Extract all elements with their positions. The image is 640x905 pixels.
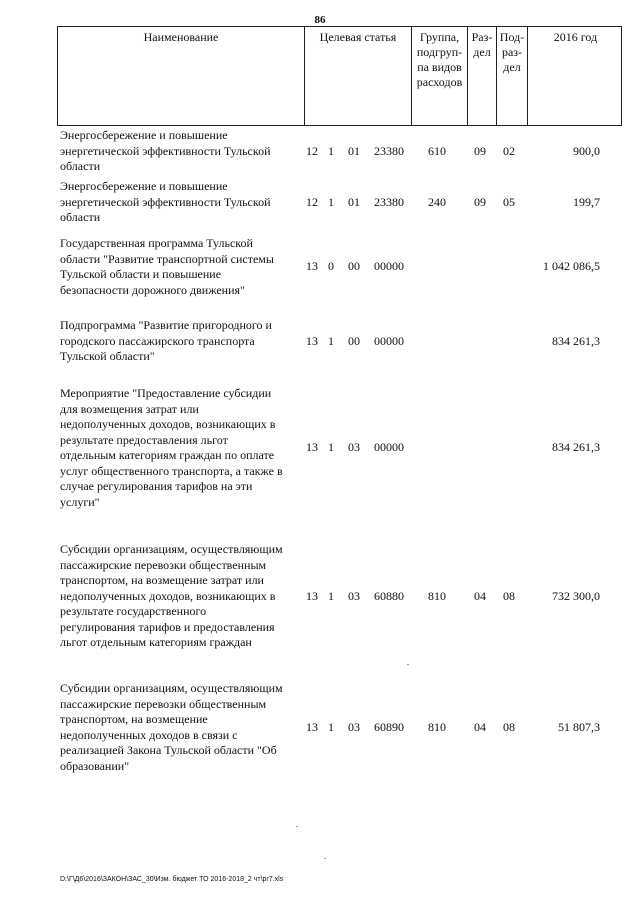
cell-c4: 60890 — [374, 720, 404, 734]
row-name-line: энергетической эффективности Тульской — [60, 143, 271, 158]
row-name-line: Энергосбережение и повышение — [60, 128, 228, 142]
row-name-line: льгот отдельным категориям граждан — [60, 635, 252, 649]
cell-amount: 900,0 — [573, 144, 600, 158]
cell-subsection: 02 — [503, 144, 515, 158]
cell-c2: 1 — [328, 144, 334, 158]
row-name — [60, 681, 300, 774]
header-group-line: расходов — [416, 75, 463, 89]
cell-section: 04 — [474, 589, 486, 603]
cell-group: 810 — [428, 720, 446, 734]
row-name-line: области "Развитие транспортной системы — [60, 251, 274, 266]
row-name-line: недополученных доходов в связи с — [60, 727, 238, 742]
cell-c2: 1 — [328, 334, 334, 348]
cell-section: 09 — [474, 195, 486, 209]
header-group-line: подгруп- — [416, 45, 463, 59]
cell-amount: 1 042 086,5 — [543, 259, 600, 273]
cell-c2: 1 — [328, 195, 334, 209]
header-name: Наименование — [143, 30, 219, 44]
row-name-line: области — [60, 159, 101, 173]
header-target: Целевая статья — [304, 27, 411, 125]
cell-c1: 13 — [306, 334, 318, 348]
scan-speck — [296, 826, 298, 827]
cell-c4: 00000 — [374, 440, 404, 454]
row-name-line: пассажирские перевозки общественным — [60, 696, 267, 711]
cell-subsection: 08 — [503, 720, 515, 734]
scan-speck — [324, 858, 326, 859]
cell-c2: 1 — [328, 720, 334, 734]
cell-c4: 00000 — [374, 259, 404, 273]
row-name-line: Подпрограмма "Развитие пригородного и — [60, 318, 272, 332]
row-name-line: услуг общественного транспорта, а также в — [60, 463, 283, 478]
row-name-line: Мероприятие "Предоставление субсидии — [60, 386, 272, 400]
row-name-line: Тульской области" — [60, 349, 155, 363]
row-name-line: результате предоставления льгот — [60, 432, 228, 447]
cell-c2: 0 — [328, 259, 334, 273]
cell-c3: 00 — [348, 334, 360, 348]
cell-c2: 1 — [328, 589, 334, 603]
cell-amount: 834 261,3 — [552, 440, 600, 454]
row-name-line: Энергосбережение и повышение — [60, 179, 228, 193]
cell-c3: 03 — [348, 440, 360, 454]
header-group-line: па видов — [417, 60, 462, 74]
row-name-line: отдельным категориям граждан по оплате — [60, 448, 275, 462]
cell-c1: 13 — [306, 720, 318, 734]
cell-c4: 23380 — [374, 144, 404, 158]
cell-subsection: 05 — [503, 195, 515, 209]
cell-c1: 13 — [306, 259, 318, 273]
cell-c1: 13 — [306, 440, 318, 454]
row-name-line: энергетической эффективности Тульской — [60, 194, 271, 209]
page-number: 86 — [314, 14, 326, 26]
row-name-line: случае регулирования тарифов на эти — [60, 479, 253, 493]
footer-file-path: D:\Г\Д6\2016\ЗАКОН\ЗАС_30\Изм. бюджет ТО 2016-2018_2 чт\pr7.xls — [60, 876, 284, 883]
header-subsection-line: раз- — [501, 45, 523, 59]
header-section-line: Раз- — [471, 30, 493, 44]
header-section — [467, 27, 496, 125]
header-subsection — [496, 27, 527, 125]
row-name-line: транспортом, на возмещение — [60, 712, 208, 726]
cell-group: 240 — [428, 195, 446, 209]
header-subsection-line: Под- — [499, 30, 525, 44]
row-name-line: Субсидии организациям, осуществляющим — [60, 681, 283, 695]
row-name — [60, 236, 300, 298]
header-year: 2016 год — [527, 27, 623, 125]
row-name-line: Тульской области и повышение — [60, 267, 222, 281]
cell-c4: 60880 — [374, 589, 404, 603]
row-name-line: образовании" — [60, 758, 130, 773]
cell-group: 810 — [428, 589, 446, 603]
cell-amount: 834 261,3 — [552, 334, 600, 348]
row-name-line: пассажирские перевозки общественным — [60, 557, 267, 572]
header-group-line: Группа, — [419, 30, 460, 44]
row-name-line: Государственная программа Тульской — [60, 236, 253, 250]
scan-speck — [407, 664, 409, 665]
cell-c3: 01 — [348, 144, 360, 158]
row-name — [60, 318, 300, 365]
header-section-line: дел — [473, 45, 491, 59]
row-name — [60, 542, 300, 651]
row-name-line: регулирования тарифов и предоставления — [60, 619, 275, 634]
header-group — [411, 27, 467, 125]
row-name-line: городского пассажирского транспорта — [60, 333, 255, 348]
cell-c2: 1 — [328, 440, 334, 454]
table-header — [57, 26, 622, 126]
cell-c3: 01 — [348, 195, 360, 209]
cell-c1: 12 — [306, 195, 318, 209]
row-name — [60, 179, 300, 226]
row-name — [60, 128, 300, 175]
row-name-line: области — [60, 210, 101, 224]
cell-group: 610 — [428, 144, 446, 158]
row-name-line: результате государственного — [60, 604, 207, 618]
row-name-line: услуги" — [60, 494, 100, 509]
row-name-line: для возмещения затрат или — [60, 401, 199, 416]
cell-c3: 00 — [348, 259, 360, 273]
header-subsection-line: дел — [503, 60, 521, 74]
cell-c4: 00000 — [374, 334, 404, 348]
row-name — [60, 386, 300, 510]
row-name-line: недополученных доходов, возникающих в — [60, 588, 276, 603]
cell-c3: 03 — [348, 720, 360, 734]
row-name-line: Субсидии организациям, осуществляющим — [60, 542, 283, 556]
cell-amount: 51 807,3 — [558, 720, 600, 734]
row-name-line: реализацией Закона Тульской области "Об — [60, 743, 277, 757]
cell-section: 09 — [474, 144, 486, 158]
cell-subsection: 08 — [503, 589, 515, 603]
cell-c1: 13 — [306, 589, 318, 603]
cell-amount: 732 300,0 — [552, 589, 600, 603]
cell-amount: 199,7 — [573, 195, 600, 209]
row-name-line: недополученных доходов, возникающих в — [60, 417, 276, 431]
cell-section: 04 — [474, 720, 486, 734]
row-name-line: транспортом, на возмещение затрат или — [60, 573, 264, 587]
cell-c4: 23380 — [374, 195, 404, 209]
cell-c1: 12 — [306, 144, 318, 158]
row-name-line: безопасности дорожного движения" — [60, 282, 245, 297]
cell-c3: 03 — [348, 589, 360, 603]
